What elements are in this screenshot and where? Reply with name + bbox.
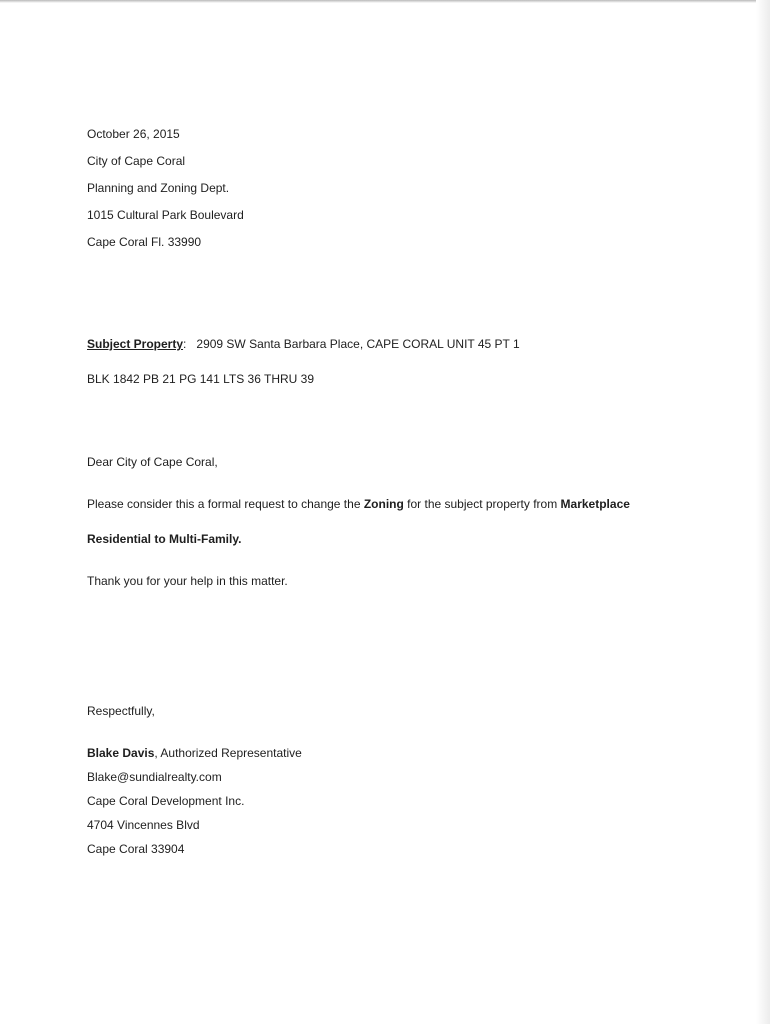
signature-line [87, 746, 302, 760]
signature-email: Blake@sundialrealty.com [87, 770, 222, 784]
subject-address: 2909 SW Santa Barbara Place, CAPE CORAL UNIT 45 PT 1 [196, 337, 520, 351]
subject-line [87, 337, 520, 351]
subject-colon: : [183, 337, 187, 351]
body-zoning: Zoning [363, 497, 404, 511]
recipient-department: Planning and Zoning Dept. [87, 181, 230, 195]
subject-legal-description: BLK 1842 PB 21 PG 141 LTS 36 THRU 39 [87, 372, 315, 386]
scan-edge-top [0, 0, 770, 3]
signature-title: , Authorized Representative [154, 746, 302, 760]
signature-company: Cape Coral Development Inc. [87, 794, 245, 808]
salutation: Dear City of Cape Coral, [87, 455, 218, 469]
subject-label: Subject Property [87, 337, 184, 351]
scan-edge-right [756, 0, 770, 1024]
signature-city: Cape Coral 33904 [87, 842, 185, 856]
thanks-line: Thank you for your help in this matter. [87, 574, 288, 588]
signature-street: 4704 Vincennes Blvd [87, 818, 200, 832]
body-text-2: for the subject property from [403, 497, 561, 511]
closing: Respectfully, [87, 704, 155, 718]
recipient-name: City of Cape Coral [87, 154, 186, 168]
signature-name: Blake Davis [87, 746, 155, 760]
recipient-city: Cape Coral Fl. 33990 [87, 235, 202, 249]
body-paragraph [87, 497, 630, 511]
body-text-1: Please consider this a formal request to change the [87, 497, 364, 511]
body-marketplace: Marketplace [560, 497, 630, 511]
recipient-street: 1015 Cultural Park Boulevard [87, 208, 244, 222]
letter-date: October 26, 2015 [87, 127, 180, 141]
body-continuation: Residential to Multi-Family. [87, 532, 242, 546]
